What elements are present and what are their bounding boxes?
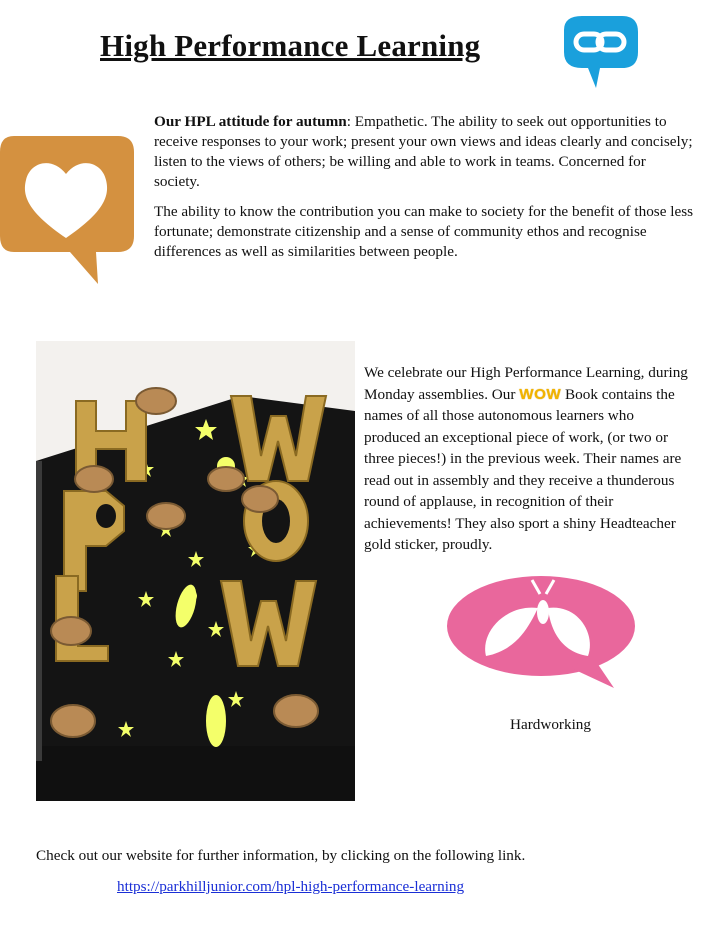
attitude-intro: : Empathetic. The ability to seek out opportunities to receive responses to your work; present your own views and ideas clearly and concisely; listen to the views of others; be willing and able to work in teams. Concerned for society. [154, 113, 693, 190]
wow-word: WOW [519, 385, 562, 403]
attitude-heading: Our HPL attitude for autumn [154, 113, 347, 130]
attitude-section [154, 112, 694, 272]
page-title: High Performance Learning [100, 28, 481, 63]
bee-speech-bubble-icon [446, 574, 636, 690]
hpl-logo-icon [556, 12, 642, 90]
attitude-second-paragraph: The ability to know the contribution you can make to society for the benefit of those less fortunate; demonstrate citizenship and a sense of community ethos and recognise differences as well as similarities between people. [154, 203, 694, 260]
celebrate-text-after: Book contains the names of all those autonomous learners who produced an exceptional piece of work, (or two or three pieces!) in the previous week. Their names are read out in assembly and they receive a thunderous round of applause, in recognition of their achievements! They also sport a shiny Headteacher gold sticker, proudly. [364, 385, 682, 553]
heart-speech-bubble-icon [0, 112, 150, 287]
celebrate-paragraph [364, 362, 694, 556]
celebrate-text-before: We celebrate our High Performance Learning, during Monday assemblies. Our [364, 364, 688, 403]
image-caption: Hardworking [510, 716, 591, 733]
attitude-paragraph [154, 112, 694, 192]
website-link[interactable]: https://parkhilljunior.com/hpl-high-performance-learning [117, 878, 465, 895]
wow-book-photo [36, 341, 355, 801]
footer-text: Check out our website for further information, by clicking on the following link. [36, 847, 526, 864]
